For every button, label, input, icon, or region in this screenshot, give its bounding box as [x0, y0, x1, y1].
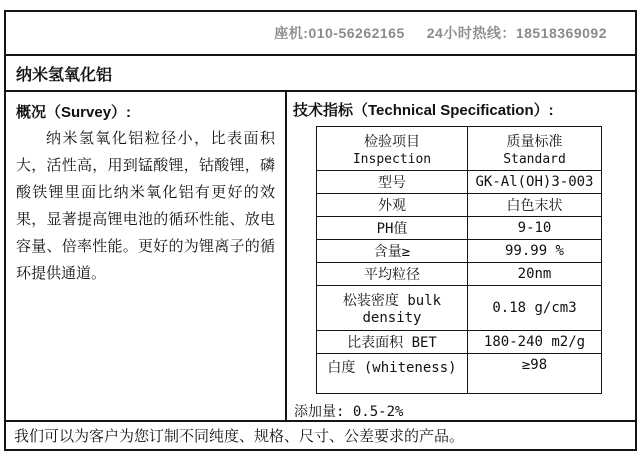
cell-value: 99.99 %: [468, 240, 602, 263]
table-row-particle-size: [317, 263, 602, 286]
cell-item: 松装密度 bulk density: [317, 286, 468, 331]
table-row-bulk-density: [317, 286, 602, 331]
cell-item: 外观: [317, 194, 468, 217]
cell-value: 180-240 m2/g: [468, 331, 602, 354]
cell-value: GK-Al(OH)3-003: [468, 171, 602, 194]
spec-table: [316, 126, 602, 394]
table-row-model: [317, 171, 602, 194]
table-row-content: [317, 240, 602, 263]
survey-heading: 概况（Survey）:: [16, 104, 132, 121]
header-cell-inspection: [317, 127, 468, 171]
header-standard-en: Standard: [503, 151, 566, 167]
header-inspection-en: Inspection: [352, 151, 432, 167]
cell-item: 平均粒径: [317, 263, 468, 286]
landline-number: 座机:010-56262165: [274, 25, 405, 41]
header-cell-standard: [468, 127, 602, 171]
footer-note: [6, 420, 635, 449]
cell-item: 白度 (whiteness): [317, 354, 468, 394]
hotline-number: 24小时热线：18518369092: [426, 25, 607, 41]
cell-value: 白色末状: [468, 194, 602, 217]
contact-header: [6, 12, 635, 56]
page-title: 纳米氢氧化铝: [16, 66, 113, 84]
cell-value: 9-10: [468, 217, 602, 240]
cell-value: ≥98: [468, 354, 602, 394]
main-content: [6, 92, 635, 420]
header-inspection-cn: 检验项目: [364, 133, 420, 150]
table-row-appearance: [317, 194, 602, 217]
cell-item: 比表面积 BET: [317, 331, 468, 354]
title-bar: [6, 56, 635, 92]
cell-item: PH值: [317, 217, 468, 240]
survey-paragraph: 纳米氢氧化铝粒径小，比表面积大，活性高，用到锰酸锂，钴酸锂，磷酸铁锂里面比纳米氧化铝有更好的效果，显著提高锂电池的循环性能、放电容量、倍率性能。更好的为锂离子的循环提供通道。: [16, 130, 275, 282]
additive-note: 添加量: 0.5-2%: [294, 404, 404, 420]
header-standard-cn: 质量标准: [506, 133, 563, 150]
spec-section: [287, 92, 635, 420]
table-row-whiteness: [317, 354, 602, 394]
cell-item: 型号: [317, 171, 468, 194]
table-header-row: [317, 127, 602, 171]
survey-section: [6, 92, 287, 420]
table-row-bet: [317, 331, 602, 354]
table-row-ph: [317, 217, 602, 240]
cell-value: 20nm: [468, 263, 602, 286]
cell-item: 含量≥: [317, 240, 468, 263]
cell-value: 0.18 g/cm3: [468, 286, 602, 331]
footer-note-text: 我们可以为客户为您订制不同纯度、规格、尺寸、公差要求的产品。: [14, 428, 465, 445]
spec-heading: 技术指标（Technical Specification）:: [293, 102, 554, 119]
document-sheet: [4, 10, 637, 451]
